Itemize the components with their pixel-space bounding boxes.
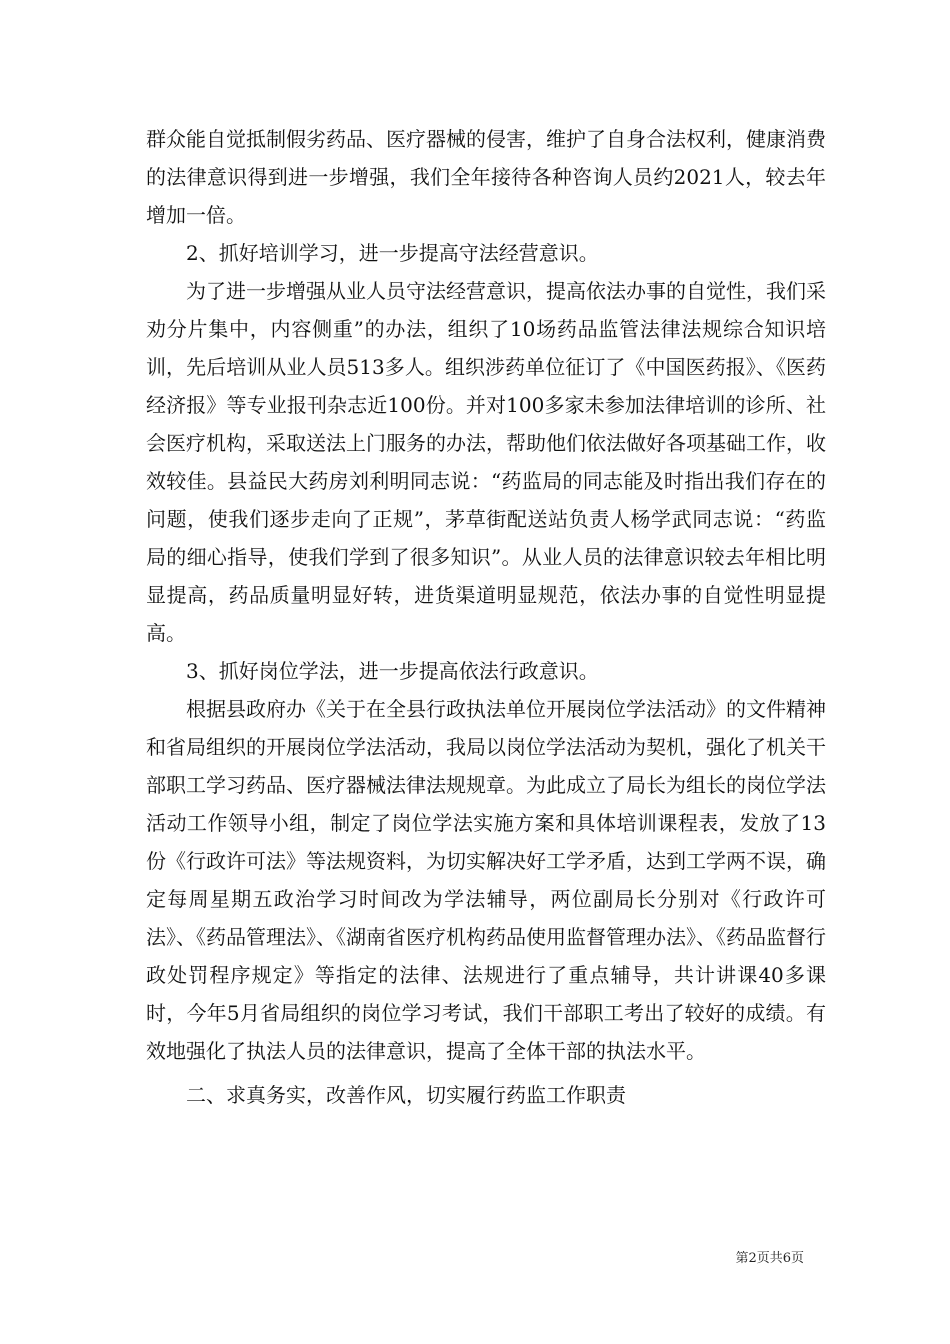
paragraph-post-study: 根据县政府办《关于在全县行政执法单位开展岗位学法活动》的文件精神和省局组织的开展岗位学法活动，我局以岗位学法活动为契机，强化了机关干部职工学习药品、医疗器械法律法规规章。为此成立了局长为组长的岗位学法活动工作领导小组，制定了岗位学法实施方案和具体培训课程表，发放了13份《行政许可法》等法规资料，为切实解决好工学矛盾，达到工学两不误，确定每周星期五政治学习时间改为学法辅导，两位副局长分别对《行政许可法》、《药品管理法》、《湖南省医疗机构药品使用监督管理办法》、《药品监督行政处罚程序规定》等指定的法律、法规进行了重点辅导，共计讲课40多课时，今年5月省局组织的岗位学习考试，我们干部职工考出了较好的成绩。有效地强化了执法人员的法律意识，提高了全体干部的执法水平。: [146, 697, 826, 1063]
section-heading-two: 二、求真务实，改善作风，切实履行药监工作职责: [186, 1083, 626, 1107]
document-body: [146, 120, 826, 1114]
paragraph-continuation: 群众能自觉抵制假劣药品、医疗器械的侵害，维护了自身合法权利，健康消费的法律意识得到进一步增强，我们全年接待各种咨询人员约2021人，较去年增加一倍。: [146, 127, 826, 227]
heading-training: 2、抓好培训学习，进一步提高守法经营意识。: [186, 241, 599, 265]
paragraph-training: 为了进一步增强从业人员守法经营意识，提高依法办事的自觉性，我们采劝分片集中，内容侧重”的办法，组织了10场药品监管法律法规综合知识培训，先后培训从业人员513多人。组织涉药单位征订了《中国医药报》、《医药经济报》等专业报刊杂志近100份。并对100多家未参加法律培训的诊所、社会医疗机构，采取送法上门服务的办法，帮助他们依法做好各项基础工作，收效较佳。县益民大药房刘利明同志说：“药监局的同志能及时指出我们存在的问题，使我们逐步走向了正规”，茅草街配送站负责人杨学武同志说：“药监局的细心指导，使我们学到了很多知识”。从业人员的法律意识较去年相比明显提高，药品质量明显好转，进货渠道明显规范，依法办事的自觉性明显提高。: [146, 279, 826, 645]
heading-post-study: 3、抓好岗位学法，进一步提高依法行政意识。: [186, 659, 599, 683]
page-number: 第2页共6页: [735, 1251, 804, 1266]
